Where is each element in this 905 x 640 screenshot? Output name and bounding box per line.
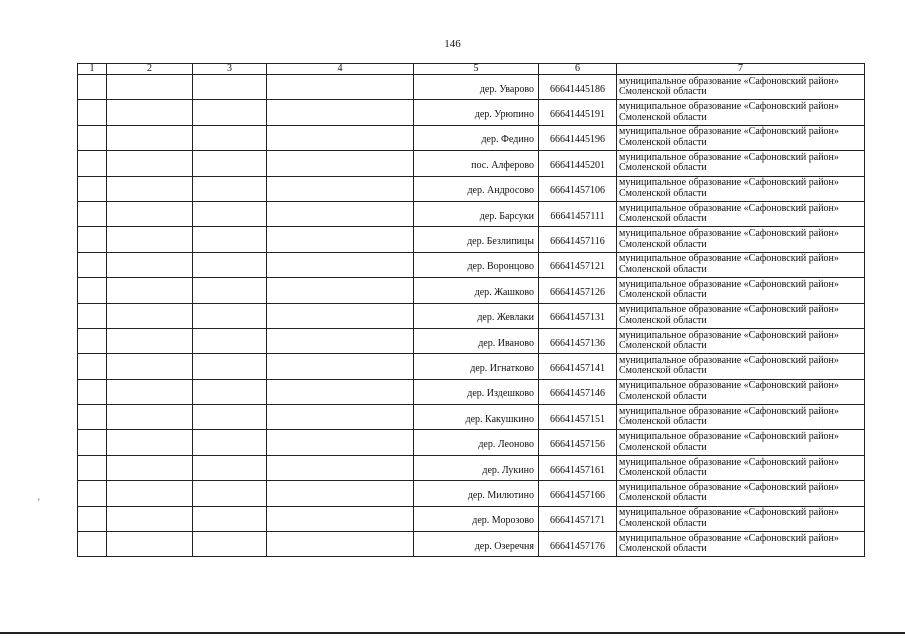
municipality-cell xyxy=(617,278,865,303)
empty-cell xyxy=(267,506,414,531)
code-cell: 66641457166 xyxy=(539,481,617,506)
empty-cell xyxy=(107,201,193,226)
code-cell: 66641457151 xyxy=(539,405,617,430)
municipality-cell xyxy=(617,75,865,100)
table-row xyxy=(78,252,865,277)
column-header: 2 xyxy=(107,64,193,75)
empty-cell xyxy=(78,125,107,150)
code-cell: 66641457156 xyxy=(539,430,617,455)
empty-cell xyxy=(267,379,414,404)
municipality-cell xyxy=(617,227,865,252)
empty-cell xyxy=(193,532,267,557)
code-cell: 66641457141 xyxy=(539,354,617,379)
table-row xyxy=(78,481,865,506)
settlement-cell: дер. Жевлаки xyxy=(414,303,539,328)
municipality-line-2: Смоленской области xyxy=(619,416,707,428)
empty-cell xyxy=(267,328,414,353)
settlement-cell: дер. Урюпино xyxy=(414,100,539,125)
settlement-cell: дер. Озеречня xyxy=(414,532,539,557)
page-bottom-rule xyxy=(0,632,905,634)
empty-cell xyxy=(107,481,193,506)
empty-cell xyxy=(267,455,414,480)
code-cell: 66641457121 xyxy=(539,252,617,277)
table-row xyxy=(78,278,865,303)
empty-cell xyxy=(267,100,414,125)
municipality-line-1: муниципальное образование «Сафоновский район» xyxy=(619,380,839,392)
empty-cell xyxy=(267,430,414,455)
municipality-cell xyxy=(617,303,865,328)
empty-cell xyxy=(267,303,414,328)
empty-cell xyxy=(267,532,414,557)
empty-cell xyxy=(78,430,107,455)
settlement-cell: дер. Леоново xyxy=(414,430,539,455)
settlement-cell: дер. Андросово xyxy=(414,176,539,201)
empty-cell xyxy=(193,430,267,455)
municipality-line-2: Смоленской области xyxy=(619,314,707,326)
municipality-line-2: Смоленской области xyxy=(619,213,707,225)
table-row xyxy=(78,201,865,226)
column-header: 4 xyxy=(267,64,414,75)
page-number: 146 xyxy=(444,38,461,50)
empty-cell xyxy=(78,278,107,303)
municipality-line-1: муниципальное образование «Сафоновский район» xyxy=(619,304,839,316)
municipality-line-2: Смоленской области xyxy=(619,111,707,123)
column-header: 6 xyxy=(539,64,617,75)
municipality-line-1: муниципальное образование «Сафоновский район» xyxy=(619,151,839,163)
municipality-line-1: муниципальное образование «Сафоновский район» xyxy=(619,405,839,417)
empty-cell xyxy=(193,227,267,252)
empty-cell xyxy=(267,227,414,252)
municipality-cell xyxy=(617,506,865,531)
municipality-line-1: муниципальное образование «Сафоновский район» xyxy=(619,253,839,265)
code-cell: 66641457161 xyxy=(539,455,617,480)
empty-cell xyxy=(78,481,107,506)
municipality-line-1: муниципальное образование «Сафоновский район» xyxy=(619,481,839,493)
table-row xyxy=(78,100,865,125)
empty-cell xyxy=(78,151,107,176)
municipality-line-1: муниципальное образование «Сафоновский район» xyxy=(619,532,839,544)
empty-cell xyxy=(107,100,193,125)
table-header-row xyxy=(78,64,865,75)
empty-cell xyxy=(107,303,193,328)
municipality-cell xyxy=(617,455,865,480)
municipality-line-2: Смоленской области xyxy=(619,340,707,352)
municipality-cell xyxy=(617,201,865,226)
empty-cell xyxy=(193,100,267,125)
municipality-cell xyxy=(617,151,865,176)
municipality-cell xyxy=(617,379,865,404)
code-cell: 66641445196 xyxy=(539,125,617,150)
empty-cell xyxy=(78,405,107,430)
empty-cell xyxy=(107,354,193,379)
settlement-cell: дер. Какушкино xyxy=(414,405,539,430)
empty-cell xyxy=(78,379,107,404)
empty-cell xyxy=(193,125,267,150)
empty-cell xyxy=(107,506,193,531)
municipality-line-2: Смоленской области xyxy=(619,441,707,453)
empty-cell xyxy=(267,481,414,506)
column-header: 5 xyxy=(414,64,539,75)
empty-cell xyxy=(193,354,267,379)
table-row xyxy=(78,176,865,201)
empty-cell xyxy=(78,252,107,277)
municipality-cell xyxy=(617,252,865,277)
table-row xyxy=(78,328,865,353)
table-row xyxy=(78,506,865,531)
empty-cell xyxy=(78,75,107,100)
empty-cell xyxy=(107,252,193,277)
table-row xyxy=(78,354,865,379)
municipality-line-2: Смоленской области xyxy=(619,86,707,98)
table-body xyxy=(78,75,865,557)
empty-cell xyxy=(193,252,267,277)
empty-cell xyxy=(78,532,107,557)
empty-cell xyxy=(78,354,107,379)
municipality-cell xyxy=(617,481,865,506)
empty-cell xyxy=(193,303,267,328)
empty-cell xyxy=(193,151,267,176)
code-cell: 66641457171 xyxy=(539,506,617,531)
settlement-cell: дер. Издешково xyxy=(414,379,539,404)
municipality-line-2: Смоленской области xyxy=(619,162,707,174)
municipality-line-2: Смоленской области xyxy=(619,365,707,377)
settlement-cell: дер. Барсуки xyxy=(414,201,539,226)
settlement-cell: дер. Иваново xyxy=(414,328,539,353)
municipality-cell xyxy=(617,125,865,150)
municipality-cell xyxy=(617,405,865,430)
table-row xyxy=(78,532,865,557)
municipality-cell xyxy=(617,354,865,379)
municipality-line-2: Смоленской области xyxy=(619,492,707,504)
settlement-cell: пос. Алферово xyxy=(414,151,539,176)
code-cell: 66641457111 xyxy=(539,201,617,226)
municipality-line-1: муниципальное образование «Сафоновский район» xyxy=(619,202,839,214)
municipality-line-2: Смоленской области xyxy=(619,263,707,275)
empty-cell xyxy=(193,75,267,100)
code-cell: 66641445191 xyxy=(539,100,617,125)
municipality-line-1: муниципальное образование «Сафоновский район» xyxy=(619,354,839,366)
empty-cell xyxy=(193,405,267,430)
empty-cell xyxy=(267,354,414,379)
empty-cell xyxy=(193,506,267,531)
column-header: 7 xyxy=(617,64,865,75)
settlement-cell: дер. Жашково xyxy=(414,278,539,303)
settlement-cell: дер. Морозово xyxy=(414,506,539,531)
municipality-line-1: муниципальное образование «Сафоновский район» xyxy=(619,431,839,443)
empty-cell xyxy=(78,455,107,480)
empty-cell xyxy=(107,405,193,430)
empty-cell xyxy=(107,532,193,557)
municipality-cell xyxy=(617,532,865,557)
table-row xyxy=(78,125,865,150)
code-cell: 66641457126 xyxy=(539,278,617,303)
code-cell: 66641457131 xyxy=(539,303,617,328)
municipality-line-1: муниципальное образование «Сафоновский район» xyxy=(619,101,839,113)
municipality-cell xyxy=(617,100,865,125)
empty-cell xyxy=(107,75,193,100)
empty-cell xyxy=(267,201,414,226)
table-row xyxy=(78,455,865,480)
municipality-line-1: муниципальное образование «Сафоновский район» xyxy=(619,228,839,240)
municipality-line-2: Смоленской области xyxy=(619,467,707,479)
code-cell: 66641457106 xyxy=(539,176,617,201)
code-cell: 66641445201 xyxy=(539,151,617,176)
municipality-line-1: муниципальное образование «Сафоновский район» xyxy=(619,126,839,138)
code-cell: 66641457116 xyxy=(539,227,617,252)
settlement-cell: дер. Уварово xyxy=(414,75,539,100)
code-cell: 66641457176 xyxy=(539,532,617,557)
municipality-line-2: Смоленской области xyxy=(619,517,707,529)
municipality-line-1: муниципальное образование «Сафоновский район» xyxy=(619,507,839,519)
empty-cell xyxy=(78,176,107,201)
empty-cell xyxy=(78,100,107,125)
table-row xyxy=(78,379,865,404)
stray-mark: ' xyxy=(38,497,40,507)
settlement-cell: дер. Игнатково xyxy=(414,354,539,379)
empty-cell xyxy=(107,176,193,201)
empty-cell xyxy=(78,328,107,353)
table-row xyxy=(78,405,865,430)
settlement-cell: дер. Лукино xyxy=(414,455,539,480)
empty-cell xyxy=(267,278,414,303)
municipality-line-2: Смоленской области xyxy=(619,289,707,301)
empty-cell xyxy=(267,75,414,100)
settlements-table xyxy=(77,63,865,557)
empty-cell xyxy=(193,455,267,480)
empty-cell xyxy=(107,455,193,480)
empty-cell xyxy=(193,176,267,201)
column-header: 1 xyxy=(78,64,107,75)
empty-cell xyxy=(193,379,267,404)
table-row xyxy=(78,303,865,328)
empty-cell xyxy=(107,430,193,455)
empty-cell xyxy=(107,227,193,252)
empty-cell xyxy=(193,481,267,506)
municipality-line-1: муниципальное образование «Сафоновский район» xyxy=(619,329,839,341)
empty-cell xyxy=(107,151,193,176)
municipality-line-1: муниципальное образование «Сафоновский район» xyxy=(619,278,839,290)
empty-cell xyxy=(78,506,107,531)
empty-cell xyxy=(267,176,414,201)
municipality-line-2: Смоленской области xyxy=(619,187,707,199)
settlement-cell: дер. Милютино xyxy=(414,481,539,506)
empty-cell xyxy=(193,201,267,226)
empty-cell xyxy=(267,252,414,277)
settlement-cell: дер. Федино xyxy=(414,125,539,150)
municipality-cell xyxy=(617,176,865,201)
municipality-cell xyxy=(617,430,865,455)
code-cell: 66641457146 xyxy=(539,379,617,404)
code-cell: 66641457136 xyxy=(539,328,617,353)
empty-cell xyxy=(107,379,193,404)
table-row xyxy=(78,151,865,176)
settlement-cell: дер. Безлипицы xyxy=(414,227,539,252)
empty-cell xyxy=(107,328,193,353)
municipality-line-1: муниципальное образование «Сафоновский район» xyxy=(619,456,839,468)
empty-cell xyxy=(267,405,414,430)
empty-cell xyxy=(78,201,107,226)
code-cell: 66641445186 xyxy=(539,75,617,100)
municipality-line-2: Смоленской области xyxy=(619,543,707,555)
settlement-cell: дер. Воронцово xyxy=(414,252,539,277)
empty-cell xyxy=(193,278,267,303)
empty-cell xyxy=(193,328,267,353)
empty-cell xyxy=(78,227,107,252)
empty-cell xyxy=(107,278,193,303)
table-row xyxy=(78,75,865,100)
municipality-line-2: Смоленской области xyxy=(619,390,707,402)
municipality-line-2: Смоленской области xyxy=(619,238,707,250)
table-row xyxy=(78,430,865,455)
empty-cell xyxy=(78,303,107,328)
municipality-cell xyxy=(617,328,865,353)
empty-cell xyxy=(267,151,414,176)
empty-cell xyxy=(107,125,193,150)
column-header: 3 xyxy=(193,64,267,75)
municipality-line-1: муниципальное образование «Сафоновский район» xyxy=(619,177,839,189)
municipality-line-1: муниципальное образование «Сафоновский район» xyxy=(619,75,839,87)
municipality-line-2: Смоленской области xyxy=(619,136,707,148)
empty-cell xyxy=(267,125,414,150)
table-row xyxy=(78,227,865,252)
